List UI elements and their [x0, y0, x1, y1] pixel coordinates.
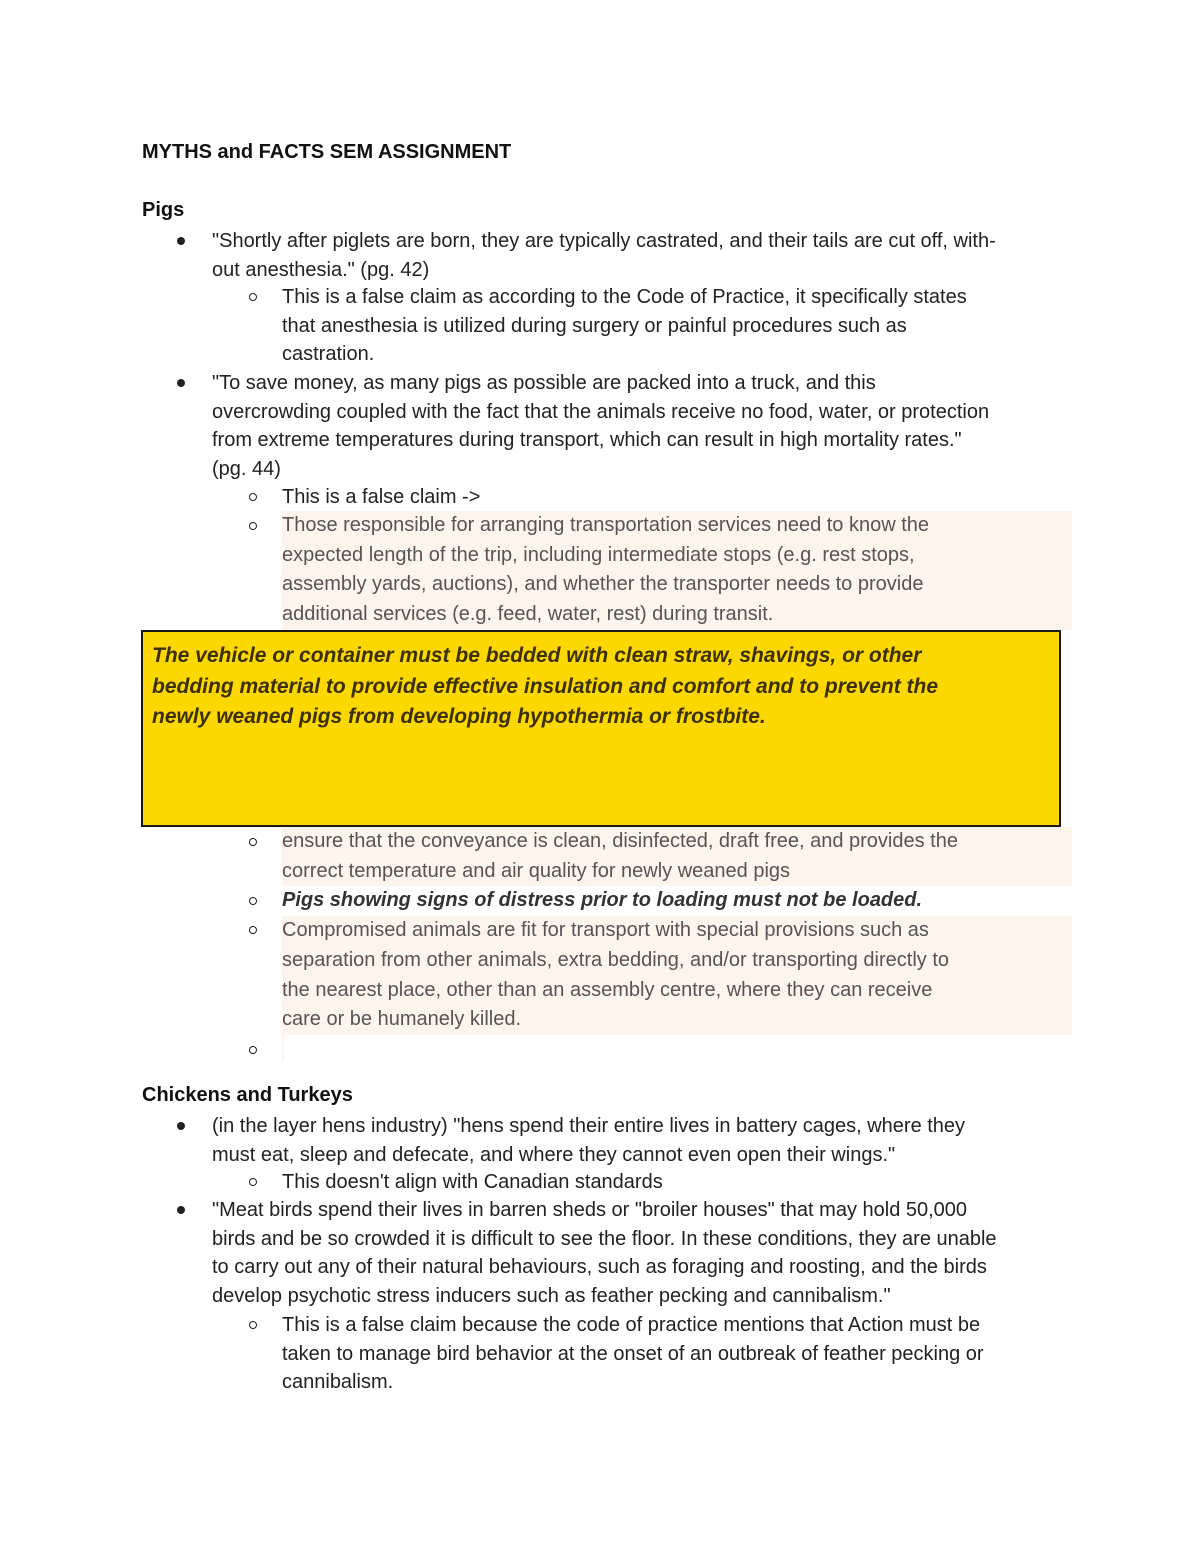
sub-bullet-icon	[249, 522, 257, 530]
bullet-icon	[177, 1122, 185, 1130]
pigs-response-2c: ensure that the conveyance is clean, disinfected, draft free, and provides the correct temperature and air quality for newly weaned pigs	[282, 827, 1072, 886]
callout-box	[141, 630, 1061, 827]
section-heading-pigs: Pigs	[142, 199, 185, 221]
chickens-claim-2: "Meat birds spend their lives in barren sheds or "broiler houses" that may hold 50,000 birds and be so crowded it is difficult to see the floor. In these conditions, they are unable to carry out any of their natural behaviours, such as foraging and roosting, and the birds develop psychotic stress inducers such as feather pecking and cannibalism."	[212, 1199, 997, 1307]
pigs-response-2b: Those responsible for arranging transportation services need to know the expected length of the trip, including intermediate stops (e.g. rest stops, assembly yards, auctions), and whether the transporter needs to provide additional services (e.g. feed, water, rest) during transit.	[282, 511, 1072, 630]
pigs-claim-2: "To save money, as many pigs as possible are packed into a truck, and this overcrowding coupled with the fact that the animals receive no food, water, or protection from extreme temperatures during transport, which can result in high mortality rates." (pg. 44)	[212, 372, 990, 480]
pigs-response-2e: Compromised animals are fit for transport with special provisions such as separation from other animals, extra bedding, and/or transporting directly to the nearest place, other than an assembly centre, where they can receive care or be humanely killed.	[282, 916, 1072, 1035]
chickens-response-2: This is a false claim because the code of practice mentions that Action must be taken to manage bird behavior at the onset of an outbreak of feather pecking or cannibalism.	[282, 1314, 984, 1393]
sub-bullet-icon	[249, 926, 257, 934]
pigs-response-2d: Pigs showing signs of distress prior to loading must not be loaded.	[282, 889, 923, 911]
sub-bullet-icon	[249, 1178, 257, 1186]
sub-bullet-icon	[249, 493, 257, 501]
section-heading-chickens-turkeys: Chickens and Turkeys	[142, 1084, 353, 1106]
document-title: MYTHS and FACTS SEM ASSIGNMENT	[142, 141, 512, 163]
callout-text: The vehicle or container must be bedded with clean straw, shavings, or other bedding material to provide effective insulation and comfort and to prevent the newly weaned pigs from developing hypothermia or frostbite.	[152, 644, 939, 728]
chickens-response-1: This doesn't align with Canadian standards	[282, 1171, 663, 1193]
sub-bullet-icon	[249, 838, 257, 846]
bullet-icon	[177, 1206, 185, 1214]
sub-bullet-icon	[249, 1321, 257, 1329]
bullet-icon	[177, 237, 185, 245]
pigs-claim-1: "Shortly after piglets are born, they are typically castrated, and their tails are cut off, with- out anesthesia." (pg. 42)	[212, 230, 996, 281]
sub-bullet-icon	[249, 897, 257, 905]
chickens-claim-1: (in the layer hens industry) "hens spend their entire lives in battery cages, where they must eat, sleep and defecate, and where they cannot even open their wings."	[212, 1115, 966, 1166]
sub-bullet-icon	[249, 1046, 257, 1054]
sub-bullet-icon	[249, 293, 257, 301]
pigs-response-1: This is a false claim as according to the Code of Practice, it specifically states that anesthesia is utilized during surgery or painful procedures such as castration.	[282, 286, 967, 365]
bullet-icon	[177, 379, 185, 387]
empty-list-item	[282, 1035, 284, 1061]
pigs-response-2a: This is a false claim ->	[282, 486, 481, 508]
